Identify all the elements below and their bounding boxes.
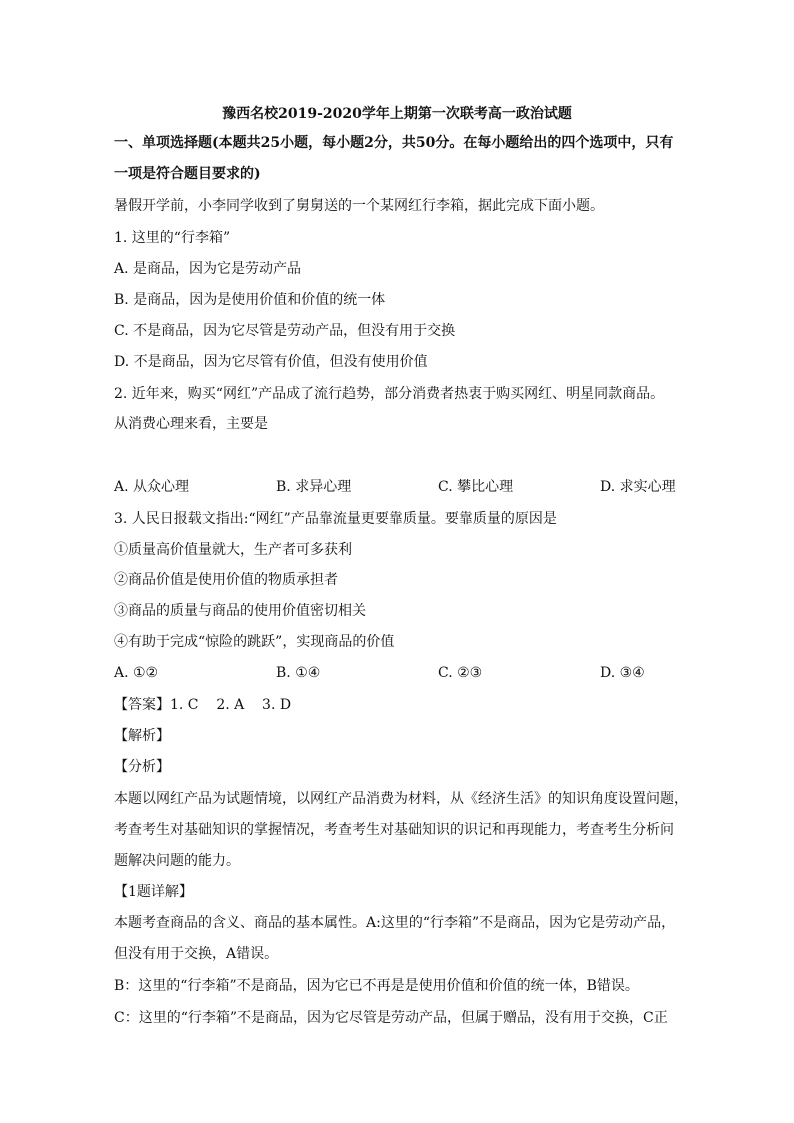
question-1-option-b: B. 是商品，因为是使用价值和价值的统一体 [114, 292, 386, 308]
page-title: 豫西名校2019-2020学年上期第一次联考高一政治试题 [222, 106, 572, 122]
question-2-option-c: C. 攀比心理 [438, 479, 514, 495]
question-3-stem: 3. 人民日报载文指出:“网红”产品靠流量更要靠质量。要靠质量的原因是 [114, 511, 557, 527]
detail-1-line-4: C：这里的“行李箱”不是商品，因为它尽管是劳动产品，但属于赠品，没有用于交换，C正 [114, 1010, 668, 1026]
question-3-statement-1: ①质量高价值量就大，生产者可多获利 [114, 542, 352, 558]
fenxi-line-3: 题解决问题的能力。 [114, 853, 240, 869]
detail-1-line-3: B：这里的“行李箱”不是商品，因为它已不再是是使用价值和价值的统一体，B错误。 [114, 978, 639, 994]
section-heading-line-2: 一项是符合题目要求的) [114, 166, 261, 182]
fenxi-label: 【分析】 [114, 759, 170, 775]
question-3-statement-3: ③商品的质量与商品的使用价值密切相关 [114, 603, 366, 619]
question-2-option-b: B. 求异心理 [276, 479, 352, 495]
analysis-label: 【解析】 [114, 728, 170, 744]
question-3-statement-4: ④有助于完成“惊险的跳跃”，实现商品的价值 [114, 634, 395, 650]
question-1-option-a: A. 是商品，因为它是劳动产品 [114, 261, 302, 277]
question-3-option-b: B. ①④ [276, 665, 321, 681]
question-2-option-a: A. 从众心理 [114, 479, 190, 495]
question-3-option-c: C. ②③ [438, 665, 483, 681]
question-2-option-d: D. 求实心理 [600, 479, 676, 495]
detail-1-label: 【1题详解】 [114, 884, 193, 900]
question-2-stem-line-2: 从消费心理来看，主要是 [114, 416, 268, 432]
section-heading-line-1: 一、单项选择题(本题共25小题，每小题2分，共50分。在每小题给出的四个选项中，只有 [114, 135, 674, 151]
question-3-option-d: D. ③④ [600, 665, 645, 681]
question-2-stem-line-1: 2. 近年来，购买“网红”产品成了流行趋势，部分消费者热衷于购买网红、明星同款商品。 [114, 386, 665, 402]
intro-text: 暑假开学前，小李同学收到了舅舅送的一个某网红行李箱，据此完成下面小题。 [114, 198, 604, 214]
detail-1-line-2: 但没有用于交换，A错误。 [114, 946, 279, 962]
answer-key: 【答案】1. C 2. A 3. D [114, 697, 292, 713]
question-3-option-a: A. ①② [114, 665, 159, 681]
detail-1-line-1: 本题考查商品的含义、商品的基本属性。A:这里的“行李箱”不是商品，因为它是劳动产品， [114, 915, 676, 931]
question-1-stem: 1. 这里的“行李箱” [114, 230, 231, 246]
question-3-statement-2: ②商品价值是使用价值的物质承担者 [114, 572, 338, 588]
question-1-option-d: D. 不是商品，因为它尽管有价值，但没有使用价值 [114, 354, 428, 370]
fenxi-line-1: 本题以网红产品为试题情境，以网红产品消费为材料，从《经济生活》的知识角度设置问题， [114, 791, 688, 807]
fenxi-line-2: 考查考生对基础知识的掌握情况，考查考生对基础知识的识记和再现能力，考查考生分析问 [114, 822, 674, 838]
question-1-option-c: C. 不是商品，因为它尽管是劳动产品，但没有用于交换 [114, 323, 456, 339]
